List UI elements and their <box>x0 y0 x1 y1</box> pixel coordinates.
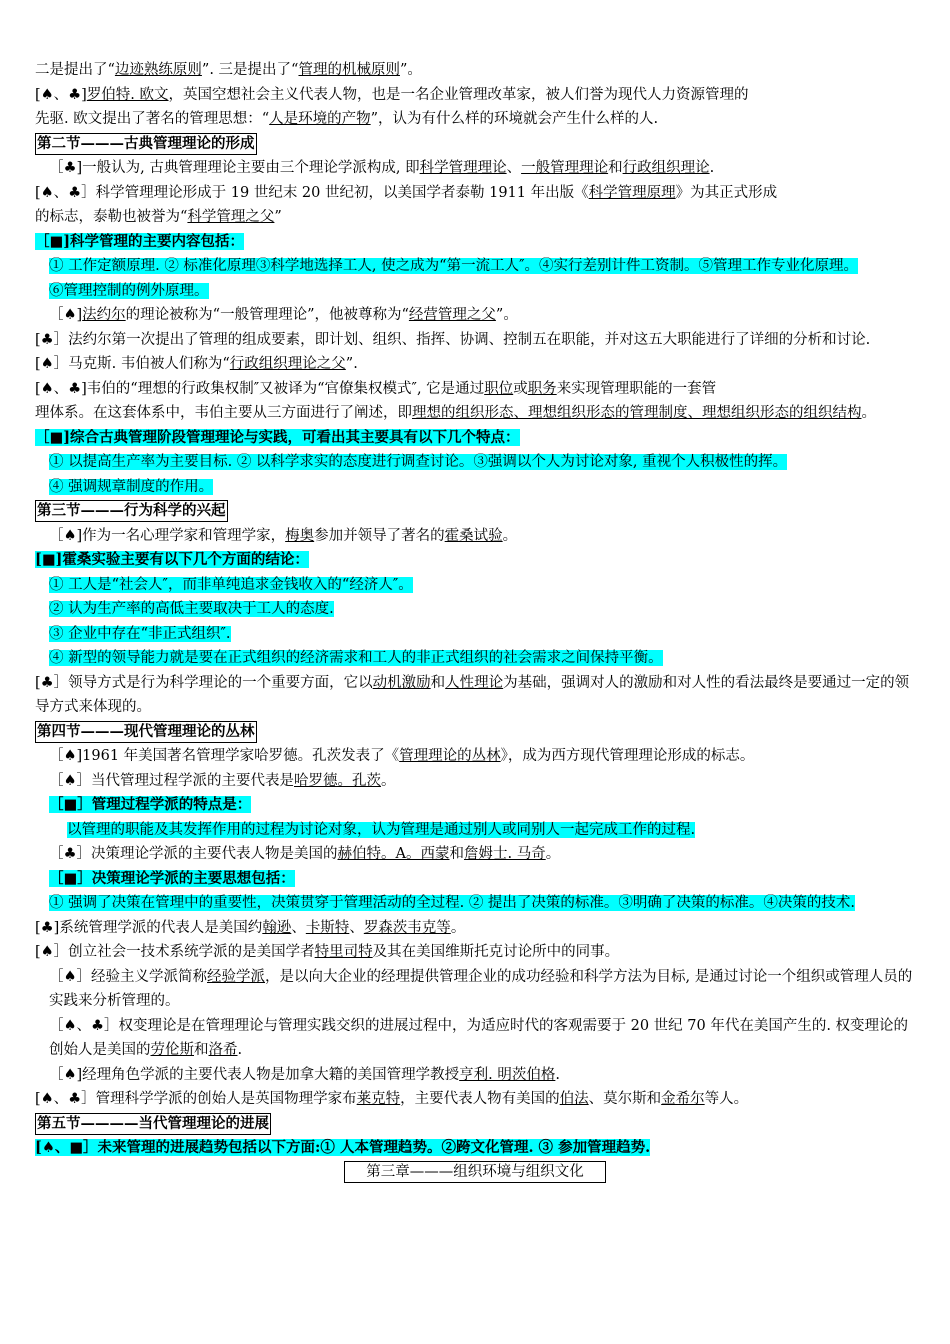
text-line: [♠］创立社会一技术系统学派的是美国学者特里司特及其在美国维斯托克讨论所中的同事。 <box>35 944 620 960</box>
highlight-line: 以管理的职能及其发挥作用的过程为讨论对象，认为管理是通过别人或同别人一起完成工作的过程. <box>67 821 696 838</box>
highlight-heading: [■]霍桑实验主要有以下几个方面的结论： <box>35 551 309 568</box>
text-paragraph: 理体系。在这套体系中，韦伯主要从三方面进行了阐述，即理想的组织形态、理想组织形态的管理制度、理想组织形态的组织结构。 <box>35 405 876 421</box>
highlight-block: ① 强调了决策在管理中的重要性，决策贯穿于管理活动的全过程. ② 提出了决策的标准。③明确了决策的标准。④决策的技术. <box>49 895 856 911</box>
text-line: [♠、♣]韦伯的“理想的行政集权制″又被译为“官僚集权模式″, 它是通过职位或职务来实现管理职能的一套管 <box>35 380 717 397</box>
highlight-line: ① 工人是“社会人″，而非单纯追求金钱收入的“经济人″。 <box>49 576 413 593</box>
text-line: ［♠]经理角色学派的主要代表人物是加拿大籍的美国管理学教授亨利. 明茨伯格. <box>49 1066 560 1083</box>
text-paragraph: ［♠、♣］权变理论是在管理理论与管理实践交织的进展过程中，为适应时代的客观需要于 20 世纪 70 年代在美国产生的. 权变理论的创始人是美国的劳伦斯和洛希. <box>49 1017 909 1058</box>
section-heading: 第三节———行为科学的兴起 <box>35 499 915 524</box>
text-line: [♠、♣］管理科学学派的创始人是英国物理学家布莱克特，主要代表人物有美国的伯法、莫尔斯和金希尔等人。 <box>35 1091 749 1107</box>
text-line: 二是提出了“边迹熟练原则”. 三是提出了“管理的机械原则”。 <box>35 62 422 78</box>
text-line: [♠］马克斯. 韦伯被人们称为“行政组织理论之父”. <box>35 356 358 372</box>
text-line: 的标志，泰勒也被誉为“科学管理之父” <box>35 209 282 225</box>
text-line: ［♣］决策理论学派的主要代表人物是美国的赫伯特。A。西蒙和詹姆士. 马奇。 <box>49 846 561 862</box>
chapter-heading: 第三章———组织环境与组织文化 <box>35 1161 915 1183</box>
text-line: ［♠]法约尔的理论被称为“一般管理理论”，他被尊称为“经营管理之父”。 <box>49 307 518 323</box>
text-line: ［♠］当代管理过程学派的主要代表是哈罗德。孔茨。 <box>49 772 396 789</box>
text-line: [♣]系统管理学派的代表人是美国约翰逊、卡斯特、罗森茨韦克等。 <box>35 919 466 936</box>
text-paragraph: [♣］领导方式是行为科学理论的一个重要方面，它以动机激励和人性理论为基础，强调对人的激励和对人性的看法最终是要通过一定的领导方式来体现的。 <box>35 674 910 715</box>
highlight-block: ① 工作定额原理. ② 标准化原理③科学地选择工人, 使之成为“第一流工人″。④实行差别计件工资制。⑤管理工作专业化原理。⑥管理控制的例外原理。 <box>49 258 858 299</box>
text-line: ［♣]一般认为, 古典管理理论主要由三个理论学派构成, 即科学管理理论、一般管理理论和行政组织理论. <box>49 160 715 176</box>
highlight-heading: ［■]科学管理的主要内容包括： <box>35 232 245 250</box>
highlight-heading: [♠、■］未来管理的进展趋势包括以下方面:① 人本管理趋势。②跨文化管理. ③ 参加管理趋势. <box>35 1139 651 1156</box>
section-heading: 第五节————当代管理理论的进展 <box>35 1112 915 1137</box>
text-line: ［♠]作为一名心理学家和管理学家，梅奥参加并领导了著名的霍桑试验。 <box>49 527 518 544</box>
highlight-line: ① 以提高生产率为主要目标. ② 以科学求实的态度进行调查讨论。③强调以个人为讨论对象, 重视个人积极性的挥。 <box>49 454 788 470</box>
highlight-line: ③ 企业中存在“非正式组织″. <box>49 625 231 642</box>
text-line: 先驱. 欧文提出了著名的管理思想：“人是环境的产物”，认为有什么样的环境就会产生什么样的人. <box>35 111 659 127</box>
text-paragraph: [♣］法约尔第一次提出了管理的组成要素，即计划、组织、指挥、协调、控制五在职能，并对这五大职能进行了详细的分析和讨论. <box>35 331 871 348</box>
highlight-line: ② 认为生产率的高低主要取决于工人的态度. <box>49 601 334 617</box>
document-page <box>35 58 915 1183</box>
section-heading: 第二节———古典管理理论的形成 <box>35 132 915 157</box>
text-line: [♠、♣]罗伯特. 欧文，英国空想社会主义代表人物，也是一名企业管理改革家，被人们誉为现代人力资源管理的 <box>35 86 749 103</box>
section-heading: 第四节———现代管理理论的丛林 <box>35 720 915 745</box>
highlight-line: ④ 强调规章制度的作用。 <box>49 478 214 495</box>
text-paragraph: ［♠］经验主义学派简称经验学派，是以向大企业的经理提供管理企业的成功经验和科学方法为目标, 是通过讨论一个组织或管理人员的实践来分析管理的。 <box>49 968 913 1009</box>
text-line: ［♠]1961 年美国著名管理学家哈罗德。孔茨发表了《管理理论的丛林》，成为西方现代管理理论形成的标志。 <box>49 748 755 764</box>
highlight-heading: ［■]综合古典管理阶段管理理论与实践，可看出其主要具有以下几个特点： <box>35 428 520 446</box>
highlight-line: ④ 新型的领导能力就是要在正式组织的经济需求和工人的非正式组织的社会需求之间保持平衡。 <box>49 650 663 666</box>
highlight-heading: ［■］管理过程学派的特点是： <box>49 796 252 813</box>
text-line: [♠、♣］科学管理理论形成于 19 世纪末 20 世纪初，以美国学者泰勒 1911 年出版《科学管理原理》为其正式形成 <box>35 184 778 201</box>
highlight-heading: ［■］决策理论学派的主要思想包括： <box>49 869 295 887</box>
